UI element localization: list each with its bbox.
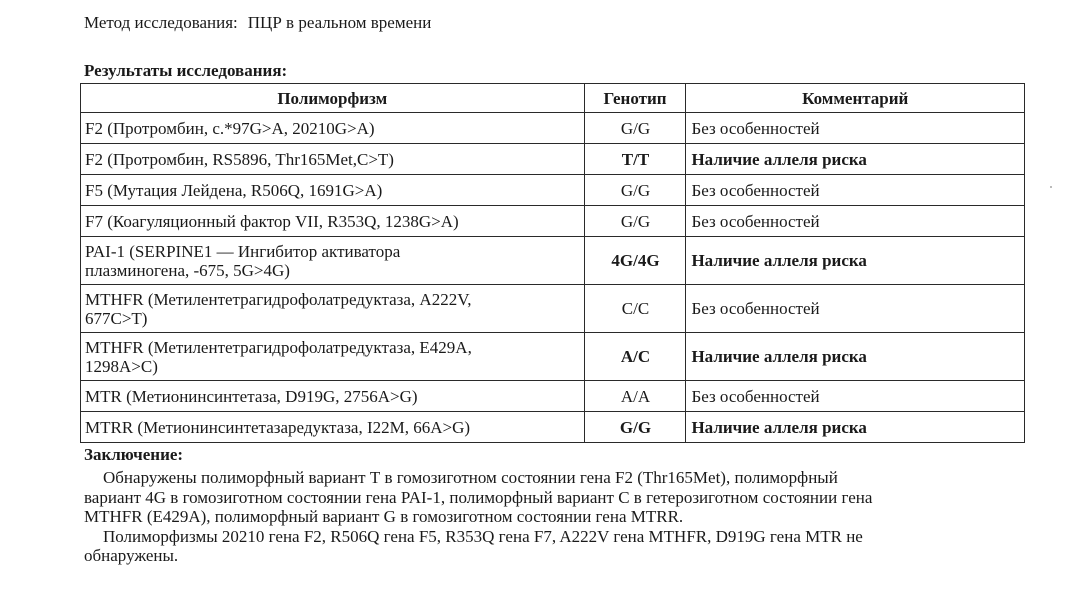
- conclusion-line: обнаружены.: [84, 546, 179, 565]
- genotype-cell: C/C: [584, 285, 686, 333]
- polymorphism-text: плазминогена, -675, 5G>4G): [85, 260, 290, 280]
- comment-cell: Без особенностей: [686, 381, 1025, 412]
- scan-speck: [1050, 186, 1052, 188]
- polymorphism-text: F5 (Мутация Лейдена, R506Q, 1691G>A): [85, 180, 383, 200]
- genotype-cell: G/G: [584, 175, 686, 206]
- results-table: [80, 83, 1025, 443]
- polymorphism-cell: [81, 285, 585, 333]
- conclusion-line: Обнаружены полиморфный вариант Т в гомозиготном состоянии гена F2 (Thr165Met), полиморфный: [103, 468, 838, 487]
- polymorphism-cell: [81, 412, 585, 443]
- comment-cell: Без особенностей: [686, 175, 1025, 206]
- polymorphism-text: MTR (Метионинсинтетаза, D919G, 2756A>G): [85, 386, 418, 406]
- table-row: [81, 381, 1025, 412]
- method-value: ПЦР в реальном времени: [247, 13, 432, 32]
- table-row: [81, 237, 1025, 285]
- polymorphism-text: 677C>T): [85, 308, 148, 328]
- polymorphism-text: 1298A>C): [85, 356, 158, 376]
- conclusion-title: Заключение:: [84, 445, 184, 464]
- table-row: [81, 175, 1025, 206]
- comment-cell: Наличие аллеля риска: [686, 237, 1025, 285]
- table-row: [81, 412, 1025, 443]
- header-polymorphism: Полиморфизм: [81, 84, 585, 113]
- polymorphism-text: MTHFR (Метилентетрагидрофолатредуктаза, E429A,: [85, 337, 472, 357]
- polymorphism-text: F7 (Коагуляционный фактор VII, R353Q, 1238G>A): [85, 211, 459, 231]
- conclusion-paragraph: [84, 468, 1019, 527]
- table-row: [81, 333, 1025, 381]
- table-row: [81, 113, 1025, 144]
- genotype-cell: G/G: [584, 412, 686, 443]
- results-table-body: [81, 113, 1025, 443]
- polymorphism-cell: [81, 381, 585, 412]
- method-label: Метод исследования:: [84, 13, 238, 32]
- genotype-cell: A/C: [584, 333, 686, 381]
- polymorphism-text: MTHFR (Метилентетрагидрофолатредуктаза, A222V,: [85, 289, 472, 309]
- results-title: Результаты исследования:: [84, 61, 288, 80]
- comment-cell: Без особенностей: [686, 206, 1025, 237]
- method-line: [84, 13, 431, 33]
- table-row: [81, 144, 1025, 175]
- comment-cell: Наличие аллеля риска: [686, 412, 1025, 443]
- polymorphism-cell: [81, 113, 585, 144]
- conclusion-line: вариант 4G в гомозиготном состоянии гена PAI-1, полиморфный вариант С в гетерозиготном состоянии гена: [84, 487, 873, 507]
- comment-cell: Наличие аллеля риска: [686, 144, 1025, 175]
- header-comment: Комментарий: [686, 84, 1025, 113]
- table-row: [81, 206, 1025, 237]
- comment-cell: Наличие аллеля риска: [686, 333, 1025, 381]
- conclusion-text: [84, 468, 1019, 566]
- polymorphism-cell: [81, 206, 585, 237]
- genotype-cell: T/T: [584, 144, 686, 175]
- conclusion-line: Полиморфизмы 20210 гена F2, R506Q гена F5, R353Q гена F7, A222V гена MTHFR, D919G гена MTR не: [103, 526, 863, 546]
- conclusion-line: MTHFR (E429A), полиморфный вариант G в гомозиготном состоянии гена MTRR.: [84, 507, 684, 526]
- table-row: [81, 285, 1025, 333]
- polymorphism-cell: [81, 144, 585, 175]
- conclusion-paragraph: [84, 527, 1019, 566]
- polymorphism-text: F2 (Протромбин, RS5896, Thr165Met,C>T): [85, 149, 394, 169]
- header-genotype: Генотип: [584, 84, 686, 113]
- comment-cell: Без особенностей: [686, 113, 1025, 144]
- genotype-cell: G/G: [584, 113, 686, 144]
- polymorphism-text: PAI-1 (SERPINE1 — Ингибитор активатора: [85, 241, 401, 261]
- polymorphism-text: MTRR (Метионинсинтетазаредуктаза, I22M, 66A>G): [85, 417, 471, 437]
- genotype-cell: G/G: [584, 206, 686, 237]
- polymorphism-cell: [81, 175, 585, 206]
- genotype-cell: 4G/4G: [584, 237, 686, 285]
- polymorphism-cell: [81, 237, 585, 285]
- polymorphism-text: F2 (Протромбин, с.*97G>A, 20210G>A): [85, 118, 375, 138]
- polymorphism-cell: [81, 333, 585, 381]
- table-header-row: [81, 84, 1025, 113]
- genotype-cell: A/A: [584, 381, 686, 412]
- comment-cell: Без особенностей: [686, 285, 1025, 333]
